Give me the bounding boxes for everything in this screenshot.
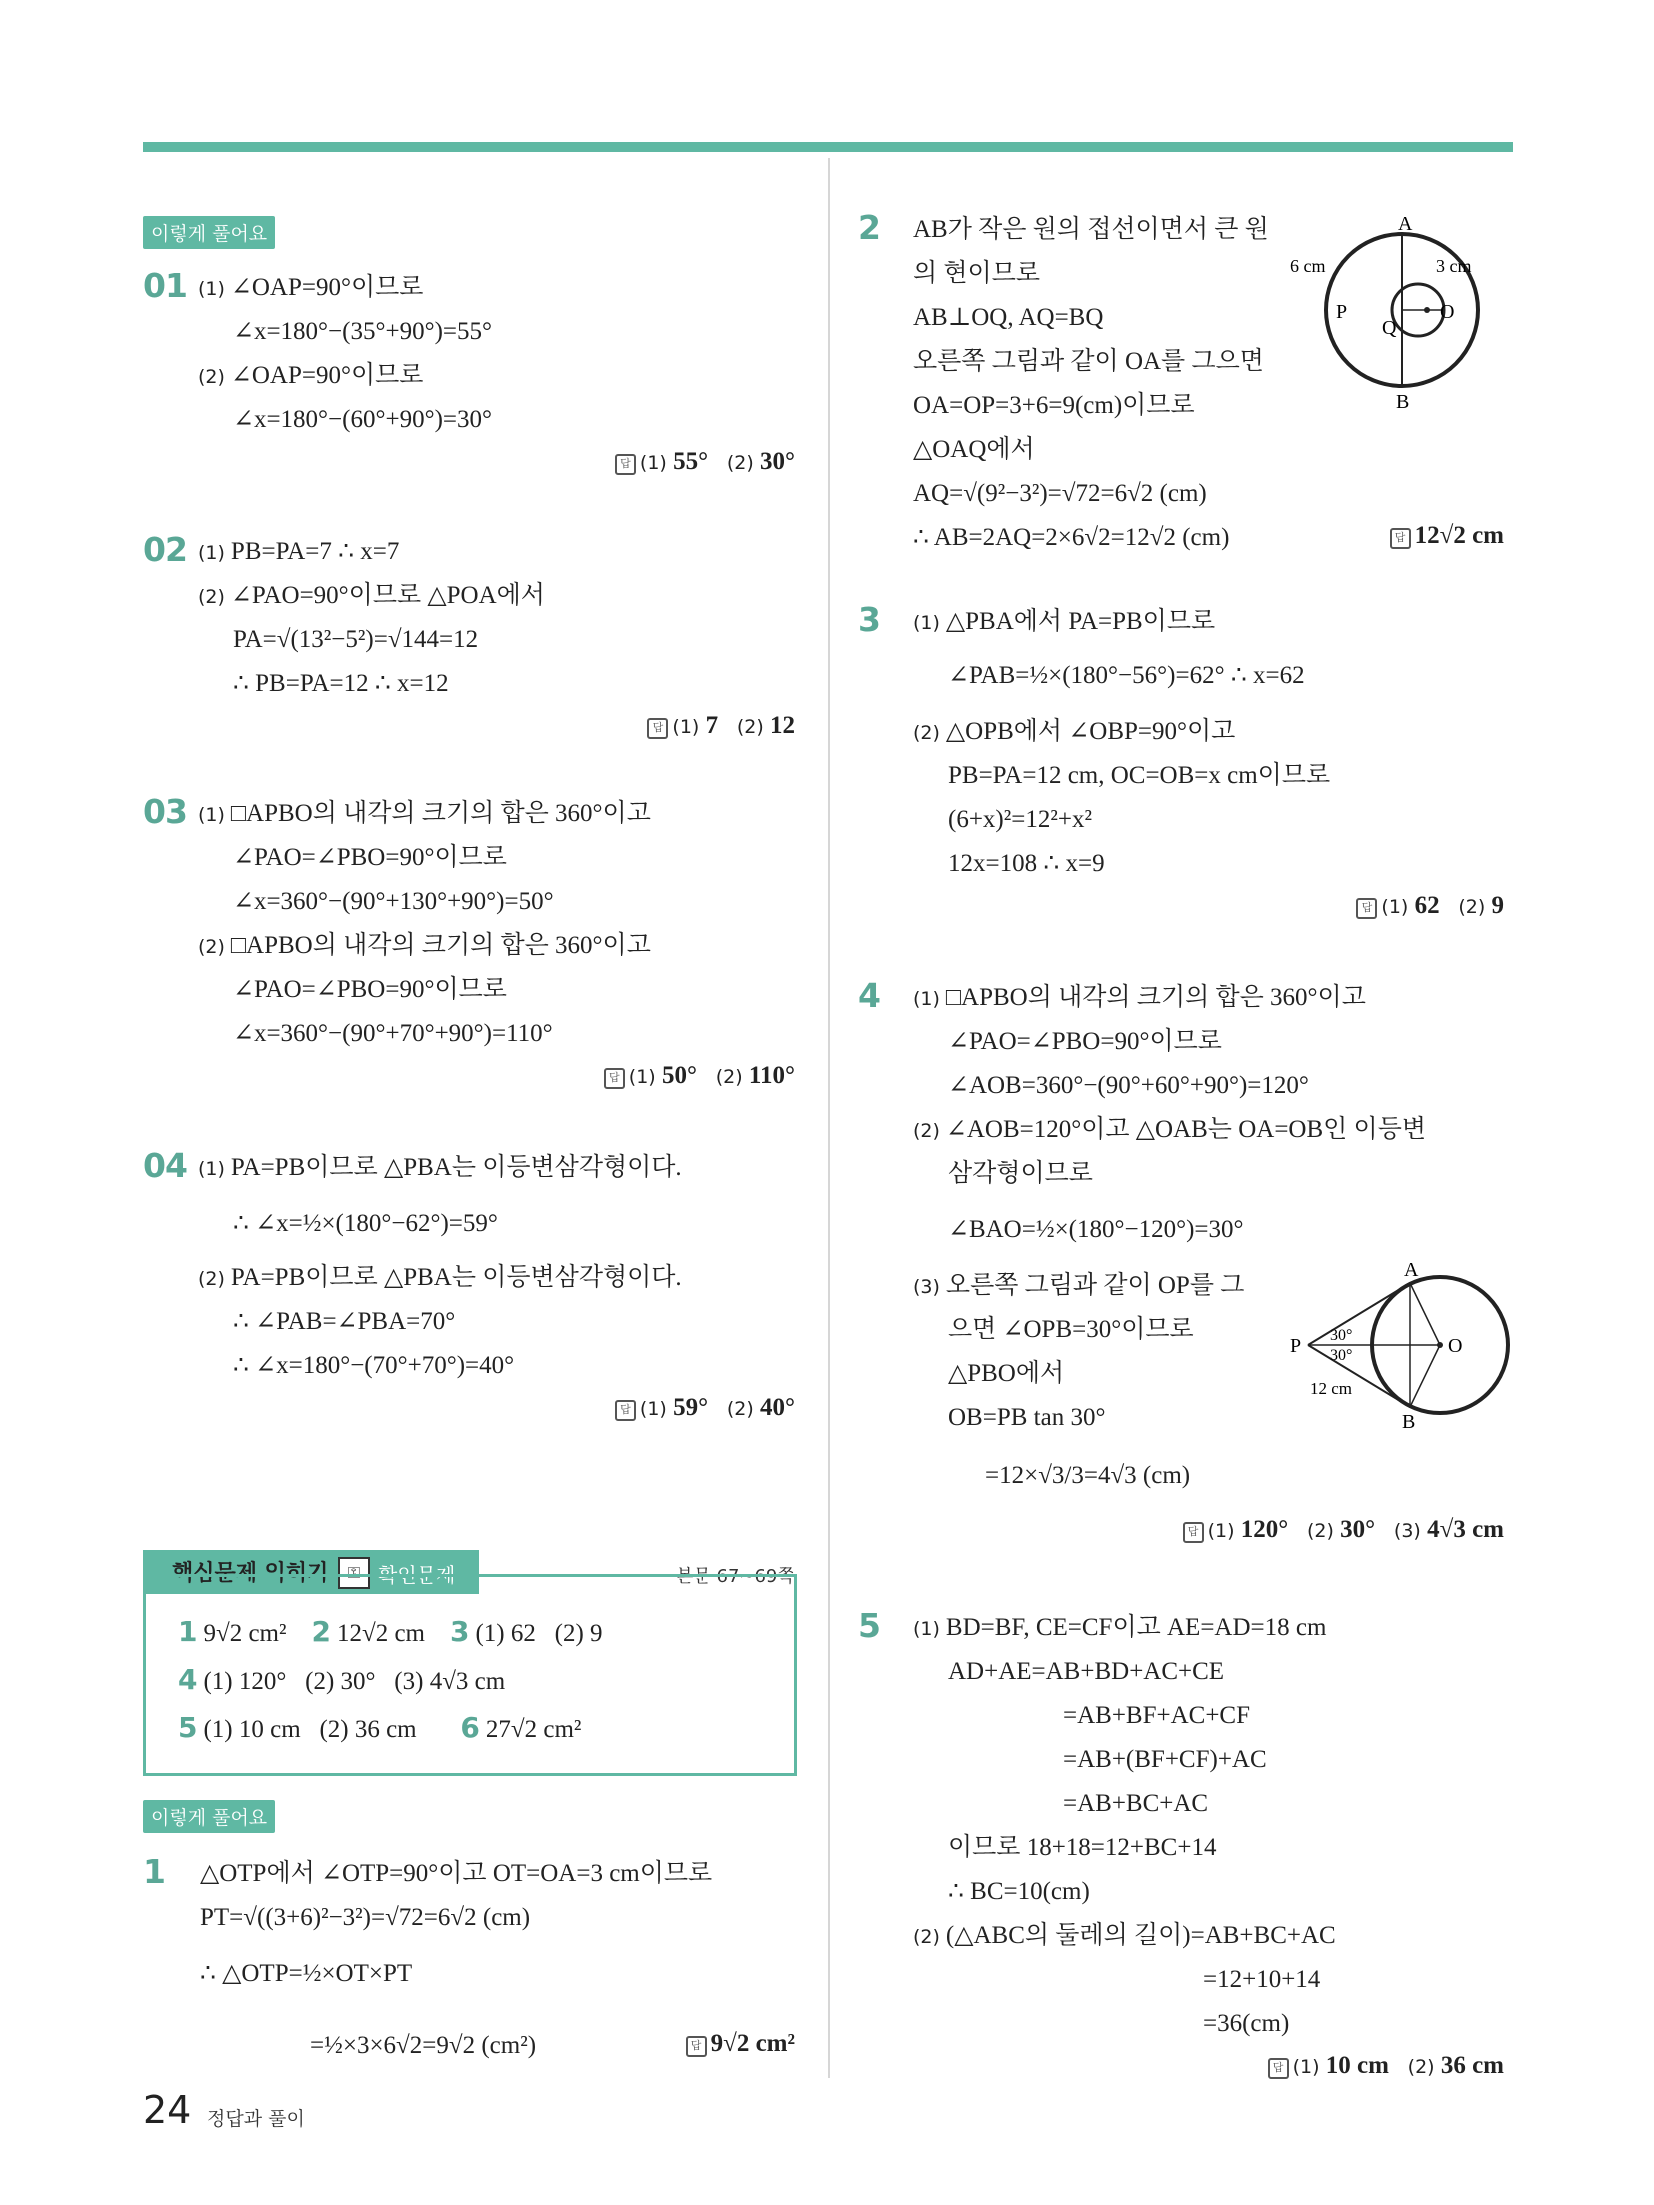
solution-line: (2) (△ABC의 둘레의 길이)=AB+BC+AC [913,1922,1336,1949]
problem-number: 04 [143,1146,187,1185]
solution-line: AB가 작은 원의 접선이면서 큰 원 [913,216,1269,243]
label-o: O [1440,301,1455,323]
core-box-pages: 본문 67~69쪽 [676,1566,795,1587]
page-number: 24 [143,2088,192,2132]
key-icon: ⚿ [338,1557,370,1589]
answer-icon: 답 [1356,898,1377,919]
solution-line: =36(cm) [1203,2010,1290,2037]
solution-line: ∴ ∠PAB=∠PBA=70° [233,1308,456,1335]
solution-line: (3) 오른쪽 그림과 같이 OP를 그 [913,1272,1245,1299]
solution-line: ∠PAO=∠PBO=90°이므로 [233,976,507,1003]
answer-line: 답 9√2 cm² [143,2030,795,2058]
solution-line: PA=√(13²−5²)=√144=12 [233,626,479,653]
solution-line: ∠x=180°−(35°+90°)=55° [233,318,492,345]
solution-line: (2) ∠AOB=120°이고 △OAB는 OA=OB인 이등변 [913,1116,1426,1143]
solution-line: =AB+BF+AC+CF [1063,1702,1251,1729]
top-rule [143,142,1513,152]
solution-line: =12×√3/3=4√3 (cm) [985,1462,1191,1489]
solution-line: PB=PA=12 cm, OC=OB=x cm이므로 [948,762,1331,789]
answer-line: 답 (1) 59° (2) 40° [143,1394,795,1422]
answer-line: 답 (1) 7 (2) 12 [143,712,795,740]
answer-icon: 답 [615,454,636,475]
solution-line: ∠PAO=∠PBO=90°이므로 [948,1028,1222,1055]
solution-line: PT=√((3+6)²−3²)=√72=6√2 (cm) [200,1904,531,1931]
solution-line: =AB+(BF+CF)+AC [1063,1746,1267,1773]
solution-line: AQ=√(9²−3²)=√72=6√2 (cm) [913,480,1207,507]
solution-line: ∠x=360°−(90°+70°+90°)=110° [233,1020,553,1047]
label-b: B [1396,391,1410,410]
label-angle2: 30° [1330,1347,1353,1364]
answer-icon: 답 [1183,1522,1204,1543]
solution-line: AB⊥OQ, AQ=BQ [913,304,1104,331]
label-a: A [1398,213,1413,235]
problem-number: 02 [143,530,187,569]
answer-line: 답 (1) 55° (2) 30° [143,448,795,476]
answer-icon: 답 [686,2036,707,2057]
solution-line: 12x=108 ∴ x=9 [948,850,1105,877]
solution-line: ∴ ∠x=½×(180°−62°)=59° [233,1210,498,1237]
solution-line: ∠x=180°−(60°+90°)=30° [233,406,492,433]
answer-line: 답 (1) 50° (2) 110° [143,1062,795,1090]
label-3cm: 3 cm [1436,256,1472,276]
answer-line: 답 12√2 cm [858,522,1504,550]
solution-line: 으면 ∠OPB=30°이므로 [948,1316,1194,1343]
label-p: P [1336,301,1348,323]
solution-line: ∠PAB=½×(180°−56°)=62° ∴ x=62 [948,662,1305,689]
label-a: A [1404,1260,1419,1281]
label-o: O [1448,1335,1463,1357]
solution-line: (1) PB=PA=7 ∴ x=7 [198,538,400,565]
answer-icon: 답 [1268,2058,1289,2079]
solution-line: △PBO에서 [948,1360,1065,1387]
solution-line: =½×3×6√2=9√2 (cm²) [310,2032,537,2059]
solution-line: AD+AE=AB+BD+AC+CE [948,1658,1225,1685]
solution-line: △OTP에서 ∠OTP=90°이고 OT=OA=3 cm이므로 [200,1860,713,1887]
problem-number: 4 [858,976,880,1015]
label-6cm: 6 cm [1290,256,1326,276]
solution-line: ∴ △OTP=½×OT×PT [200,1960,413,1987]
solve-tag: 이렇게 풀어요 [143,216,275,249]
solution-line: (1) BD=BF, CE=CF이고 AE=AD=18 cm [913,1614,1327,1641]
solution-line: 오른쪽 그림과 같이 OA를 그으면 [913,348,1264,375]
answer-line: 답 (1) 10 cm (2) 36 cm [858,2052,1504,2080]
problem-number: 5 [858,1606,880,1645]
concentric-circles-figure [1290,210,1520,410]
answer-line: 답 (1) 62 (2) 9 [858,892,1504,920]
solution-line: (1) □APBO의 내각의 크기의 합은 360°이고 [913,984,1366,1011]
label-12cm: 12 cm [1310,1379,1353,1398]
answer-icon: 답 [1390,528,1411,549]
label-q: Q [1382,317,1397,339]
solution-line: (2) △OPB에서 ∠OBP=90°이고 [913,718,1236,745]
solution-line: ∴ AB=2AQ=2×6√2=12√2 (cm) [913,524,1230,551]
solution-line: (1) PA=PB이므로 △PBA는 이등변삼각형이다. [198,1154,682,1181]
solution-line: ∠BAO=½×(180°−120°)=30° [948,1216,1244,1243]
solution-line: △OAQ에서 [913,436,1035,463]
core-row: 5 (1) 10 cm (2) 36 cm 6 27√2 cm² [178,1711,582,1744]
label-angle1: 30° [1330,1327,1353,1344]
problem-number: 1 [143,1852,165,1891]
problem-number: 03 [143,792,187,831]
solution-line: =AB+BC+AC [1063,1790,1209,1817]
solution-line: ∴ BC=10(cm) [948,1878,1090,1905]
solution-line: (2) □APBO의 내각의 크기의 합은 360°이고 [198,932,651,959]
solution-line: (2) ∠OAP=90°이므로 [198,362,424,389]
solution-line: ∠AOB=360°−(90°+60°+90°)=120° [948,1072,1309,1099]
solution-line: =12+10+14 [1203,1966,1321,1993]
solution-line: ∠x=360°−(90°+130°+90°)=50° [233,888,554,915]
core-box-title: 핵심문제 익히기 [172,1561,329,1586]
core-box-subtitle: 확인문제 [378,1563,456,1587]
solution-line: (1) □APBO의 내각의 크기의 합은 360°이고 [198,800,651,827]
solution-line: ∴ ∠x=180°−(70°+70°)=40° [233,1352,515,1379]
problem-number: 2 [858,208,880,247]
solution-line: (6+x)²=12²+x² [948,806,1092,833]
answer-icon: 답 [647,718,668,739]
answer-icon: 답 [615,1400,636,1421]
solution-line: OB=PB tan 30° [948,1404,1106,1431]
solution-line: ∴ PB=PA=12 ∴ x=12 [233,670,449,697]
solution-line: (2) PA=PB이므로 △PBA는 이등변삼각형이다. [198,1264,682,1291]
column-divider [828,158,830,2078]
solution-line: 삼각형이므로 [948,1160,1093,1187]
core-row: 4 (1) 120° (2) 30° (3) 4√3 cm [178,1663,506,1696]
problem-number: 3 [858,600,880,639]
label-p: P [1290,1335,1302,1357]
tangent-figure [1290,1260,1520,1430]
core-row: 1 9√2 cm² 2 12√2 cm 3 (1) 62 (2) 9 [178,1615,603,1648]
label-b: B [1402,1411,1416,1430]
solution-line: (1) △PBA에서 PA=PB이므로 [913,608,1216,635]
page-footer-title: 정답과 풀이 [207,2108,305,2130]
solution-line: ∠PAO=∠PBO=90°이므로 [233,844,507,871]
solution-line: 의 현이므로 [913,260,1041,287]
solve-tag: 이렇게 풀어요 [143,1800,275,1833]
answer-icon: 답 [604,1068,625,1089]
solution-line: OA=OP=3+6=9(cm)이므로 [913,392,1195,419]
problem-number: 01 [143,266,187,305]
solution-line: 이므로 18+18=12+BC+14 [948,1834,1217,1861]
answer-line: 답 (1) 120° (2) 30° (3) 4√3 cm [858,1516,1504,1544]
solution-line: (2) ∠PAO=90°이므로 △POA에서 [198,582,545,609]
solution-line: (1) ∠OAP=90°이므로 [198,274,424,301]
